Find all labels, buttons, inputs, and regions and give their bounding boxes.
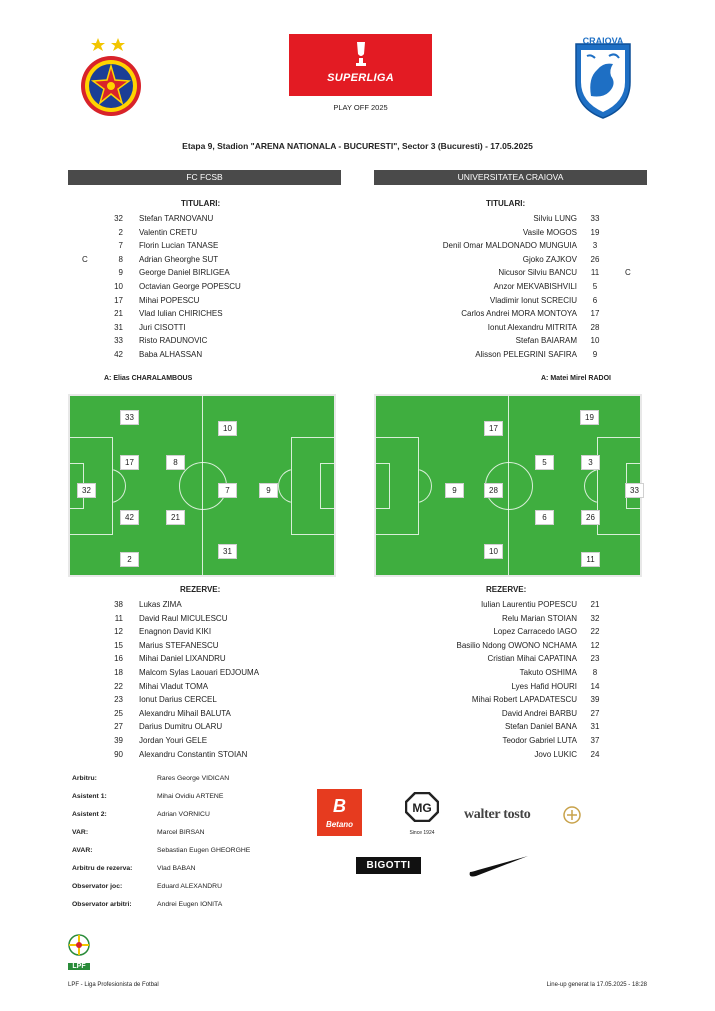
- player-name: Baba ALHASSAN: [139, 350, 203, 359]
- player-number: 22: [590, 627, 600, 637]
- player-number: 21: [590, 600, 600, 609]
- footer-left: LPF - Liga Profesionista de Fotbal: [68, 982, 159, 988]
- home-coach: A: Elias CHARALAMBOUS: [104, 375, 193, 382]
- player-number: 10: [590, 336, 600, 346]
- player-name: Alisson PELEGRINI SAFIRA: [475, 350, 577, 359]
- sub-row: [0, 721, 715, 732]
- player-name: Mihai Vladut TOMA: [139, 681, 209, 691]
- starter-row: [0, 213, 715, 224]
- match-info: Etapa 9, Stadion "ARENA NATIONALA - BUCURESTI", Sector 3 (Bucuresti) - 17.05.2025: [182, 141, 533, 151]
- player-number: 32: [590, 613, 600, 623]
- away-starters-title: TITULARI:: [486, 199, 526, 208]
- player-number: 17: [114, 295, 123, 305]
- player-number: 18: [114, 668, 123, 677]
- official-name: Sebastian Eugen GHEORGHE: [157, 847, 251, 854]
- pitch-player-box: 32: [77, 483, 96, 498]
- starter-row: [0, 254, 715, 265]
- player-number: 38: [114, 600, 123, 609]
- home-team-bar: FC FCSB: [68, 170, 341, 185]
- player-number: 28: [590, 322, 600, 332]
- player-number: 33: [590, 214, 600, 223]
- player-number: 27: [114, 722, 123, 732]
- home-pitch: [68, 394, 336, 577]
- pitch-player-box: 33: [120, 410, 139, 425]
- player-name: Florin Lucian TANASE: [139, 241, 219, 251]
- away-coach: A: Matei Mirel RADOI: [540, 375, 611, 382]
- player-name: Marius STEFANESCU: [139, 640, 219, 650]
- official-label: Arbitru:: [72, 775, 97, 782]
- player-number: 23: [114, 695, 123, 705]
- player-number: 31: [114, 322, 123, 332]
- home-subs-title: REZERVE:: [180, 585, 221, 594]
- pitch-player-box: 33: [625, 483, 644, 498]
- sub-row: [0, 694, 715, 705]
- player-name: Teodor Gabriel LUTA: [502, 736, 577, 745]
- player-number: 9: [592, 350, 598, 359]
- away-team-bar: UNIVERSITATEA CRAIOVA: [374, 170, 647, 185]
- player-number: 37: [590, 736, 600, 745]
- player-name: Lyes Hafid HOURI: [511, 681, 577, 691]
- player-number: 8: [118, 254, 123, 264]
- starter-row: [0, 227, 715, 238]
- player-number: 39: [114, 736, 123, 745]
- captain-mark: C: [625, 268, 631, 278]
- player-name: Silviu LUNG: [533, 214, 577, 223]
- official-name: Vlad BABAN: [157, 865, 196, 872]
- pitch-player-box: 10: [218, 421, 237, 436]
- bigotti-logo: BIGOTTI: [356, 857, 421, 874]
- starter-row: [0, 295, 715, 306]
- player-name: Relu Marian STOIAN: [502, 613, 577, 623]
- sub-row: [0, 735, 715, 746]
- starter-row: [0, 335, 715, 346]
- player-name: Ionut Alexandru MITRITA: [487, 322, 577, 332]
- official-name: Adrian VORNICU: [157, 811, 210, 818]
- player-name: Valentin CRETU: [139, 227, 198, 237]
- stage-label: PLAY OFF 2025: [333, 103, 388, 112]
- starter-row: [0, 240, 715, 251]
- pitch-player-box: 7: [218, 483, 237, 498]
- player-number: 90: [114, 749, 123, 759]
- player-number: 42: [114, 350, 123, 359]
- player-number: 14: [590, 681, 600, 691]
- sub-row: [0, 667, 715, 678]
- player-name: Alexandru Constantin STOIAN: [139, 749, 248, 759]
- player-number: 16: [114, 654, 123, 664]
- betano-text: Betano: [325, 820, 354, 829]
- player-name: Octavian George POPESCU: [139, 282, 241, 291]
- pitch-player-box: 17: [484, 421, 503, 436]
- pitch-player-box: 3: [581, 455, 600, 470]
- pitch-player-box: 2: [120, 552, 139, 567]
- superliga-text: SUPERLIGA: [327, 72, 394, 84]
- player-name: Alexandru Mihail BALUTA: [139, 708, 231, 718]
- starter-row: [0, 267, 715, 278]
- pitch-player-box: 31: [218, 544, 237, 559]
- walter-tosto-logo: walter tosto: [464, 807, 531, 822]
- player-number: 5: [592, 282, 598, 291]
- player-name: Cristian Mihai CAPATINA: [487, 654, 577, 664]
- official-label: Asistent 2:: [72, 811, 107, 818]
- player-name: Lopez Carracedo IAGO: [493, 627, 577, 637]
- player-name: Basilio Ndong OWONO NCHAMA: [456, 640, 577, 650]
- betano-logo: B Betano: [317, 789, 362, 836]
- pitch-player-box: 26: [581, 510, 600, 525]
- player-number: 24: [590, 749, 600, 759]
- player-name: Enagnon David KIKI: [139, 627, 212, 637]
- player-number: 12: [114, 627, 123, 637]
- away-pitch: [374, 394, 642, 577]
- official-name: Andrei Eugen IONITA: [157, 901, 223, 908]
- pitch-player-box: 42: [120, 510, 139, 525]
- pitch-player-box: 9: [445, 483, 464, 498]
- player-name: Gjoko ZAJKOV: [522, 254, 577, 264]
- pitch-player-box: 21: [166, 510, 185, 525]
- player-name: Mihai POPESCU: [139, 295, 200, 305]
- sub-row: [0, 749, 715, 760]
- player-number: 39: [590, 695, 600, 705]
- mg-since-text: Since 1924: [409, 830, 435, 836]
- pitch-player-box: 8: [166, 455, 185, 470]
- player-name: Anzor MEKVABISHVILI: [493, 282, 577, 291]
- sub-row: [0, 613, 715, 624]
- player-number: 22: [114, 681, 123, 691]
- sub-row: [0, 681, 715, 692]
- pitch-player-box: 28: [484, 483, 503, 498]
- footer-right: Line-up generat la 17.05.2025 - 18:28: [546, 982, 647, 988]
- player-number: 19: [590, 227, 600, 237]
- player-name: Lukas ZIMA: [139, 600, 182, 609]
- home-starters-title: TITULARI:: [181, 199, 221, 208]
- player-number: 31: [590, 722, 600, 732]
- fcsb-crest-logo: [76, 36, 146, 118]
- player-number: 15: [114, 640, 123, 650]
- pitch-player-box: 17: [120, 455, 139, 470]
- player-name: Darius Dumitru OLARU: [139, 722, 223, 732]
- player-name: Stefan BAIARAM: [515, 336, 577, 346]
- player-number: 9: [118, 268, 123, 278]
- player-number: 2: [118, 227, 123, 237]
- official-name: Mihai Ovidiu ARTENE: [157, 793, 224, 800]
- craiova-crest-logo: [573, 34, 633, 120]
- player-number: 11: [590, 268, 600, 278]
- player-name: Vasile MOGOS: [522, 227, 577, 237]
- player-name: David Raul MICULESCU: [139, 613, 228, 623]
- player-name: Denil Omar MALDONADO MUNGUIA: [442, 241, 577, 251]
- player-name: Risto RADUNOVIC: [139, 336, 208, 346]
- lpf-badge-text: LPF: [68, 963, 90, 970]
- sub-row: [0, 640, 715, 651]
- pitch-player-box: 10: [484, 544, 503, 559]
- away-subs-title: REZERVE:: [486, 585, 527, 594]
- player-number: 3: [592, 241, 598, 251]
- craiova-logo-text: CRAIOVA: [582, 36, 624, 46]
- player-name: Carlos Andrei MORA MONTOYA: [461, 309, 577, 319]
- player-name: Ionut Darius CERCEL: [139, 695, 217, 705]
- starter-row: [0, 281, 715, 292]
- player-name: Vladimir Ionut SCRECIU: [489, 295, 577, 305]
- player-number: 32: [114, 214, 123, 223]
- player-name: Malcom Sylas Laouari EDJOUMA: [139, 668, 260, 677]
- official-name: Marcel BIRSAN: [157, 829, 205, 836]
- pitch-player-box: 5: [535, 455, 554, 470]
- player-number: 6: [592, 295, 598, 305]
- official-label: Observator arbitri:: [72, 901, 132, 908]
- sub-row: [0, 599, 715, 610]
- mg-logo: [405, 792, 439, 836]
- player-name: Vlad Iulian CHIRICHES: [139, 309, 223, 319]
- pitch-player-box: 11: [581, 552, 600, 567]
- player-name: Mihai Daniel LIXANDRU: [139, 654, 226, 664]
- walter-tosto-emblem-icon: [562, 806, 582, 824]
- player-name: Iulian Laurentiu POPESCU: [480, 600, 577, 609]
- player-name: Juri CISOTTI: [139, 322, 186, 332]
- captain-mark: C: [82, 254, 88, 264]
- player-number: 33: [114, 336, 123, 346]
- superliga-logo: [289, 34, 432, 96]
- sub-row: [0, 708, 715, 719]
- player-name: Nicusor Silviu BANCU: [498, 268, 577, 278]
- pitch-player-box: 6: [535, 510, 554, 525]
- player-number: 12: [590, 640, 600, 650]
- mg-octagon-icon: [405, 792, 439, 822]
- player-number: 23: [590, 654, 600, 664]
- official-label: VAR:: [72, 829, 89, 836]
- lpf-logo: [68, 933, 90, 971]
- player-name: Stefan Daniel BANA: [504, 722, 577, 732]
- official-name: Eduard ALEXANDRU: [157, 883, 222, 890]
- player-number: 10: [114, 282, 123, 291]
- player-number: 27: [590, 708, 600, 718]
- sub-row: [0, 626, 715, 637]
- official-label: Arbitru de rezerva:: [72, 865, 133, 872]
- trophy-icon: [351, 40, 371, 70]
- player-number: 17: [590, 309, 600, 319]
- official-label: AVAR:: [72, 847, 93, 854]
- starter-row: [0, 308, 715, 319]
- lpf-ball-icon: [68, 933, 90, 957]
- player-name: David Andrei BARBU: [501, 708, 577, 718]
- player-name: Jordan Youri GELE: [139, 736, 208, 745]
- official-name: Rares George VIDICAN: [157, 775, 230, 782]
- player-name: Stefan TARNOVANU: [139, 214, 214, 223]
- player-number: 7: [118, 241, 123, 251]
- player-name: Jovo LUKIC: [534, 749, 577, 759]
- pitch-player-box: 19: [580, 410, 599, 425]
- player-number: 21: [114, 309, 123, 319]
- player-name: Mihai Robert LAPADATESCU: [471, 695, 577, 705]
- player-name: George Daniel BIRLIGEA: [139, 268, 230, 278]
- player-number: 11: [114, 613, 123, 623]
- official-label: Asistent 1:: [72, 793, 107, 800]
- player-name: Takuto OSHIMA: [519, 668, 577, 677]
- starter-row: [0, 349, 715, 360]
- nike-swoosh-icon: [468, 852, 530, 878]
- official-label: Observator joc:: [72, 883, 123, 890]
- sub-row: [0, 653, 715, 664]
- player-number: 26: [590, 254, 600, 264]
- starter-row: [0, 322, 715, 333]
- pitch-player-box: 9: [259, 483, 278, 498]
- player-name: Adrian Gheorghe SUT: [139, 254, 219, 264]
- player-number: 8: [592, 668, 598, 677]
- svg-text:MG: MG: [412, 801, 432, 815]
- player-number: 25: [114, 708, 123, 718]
